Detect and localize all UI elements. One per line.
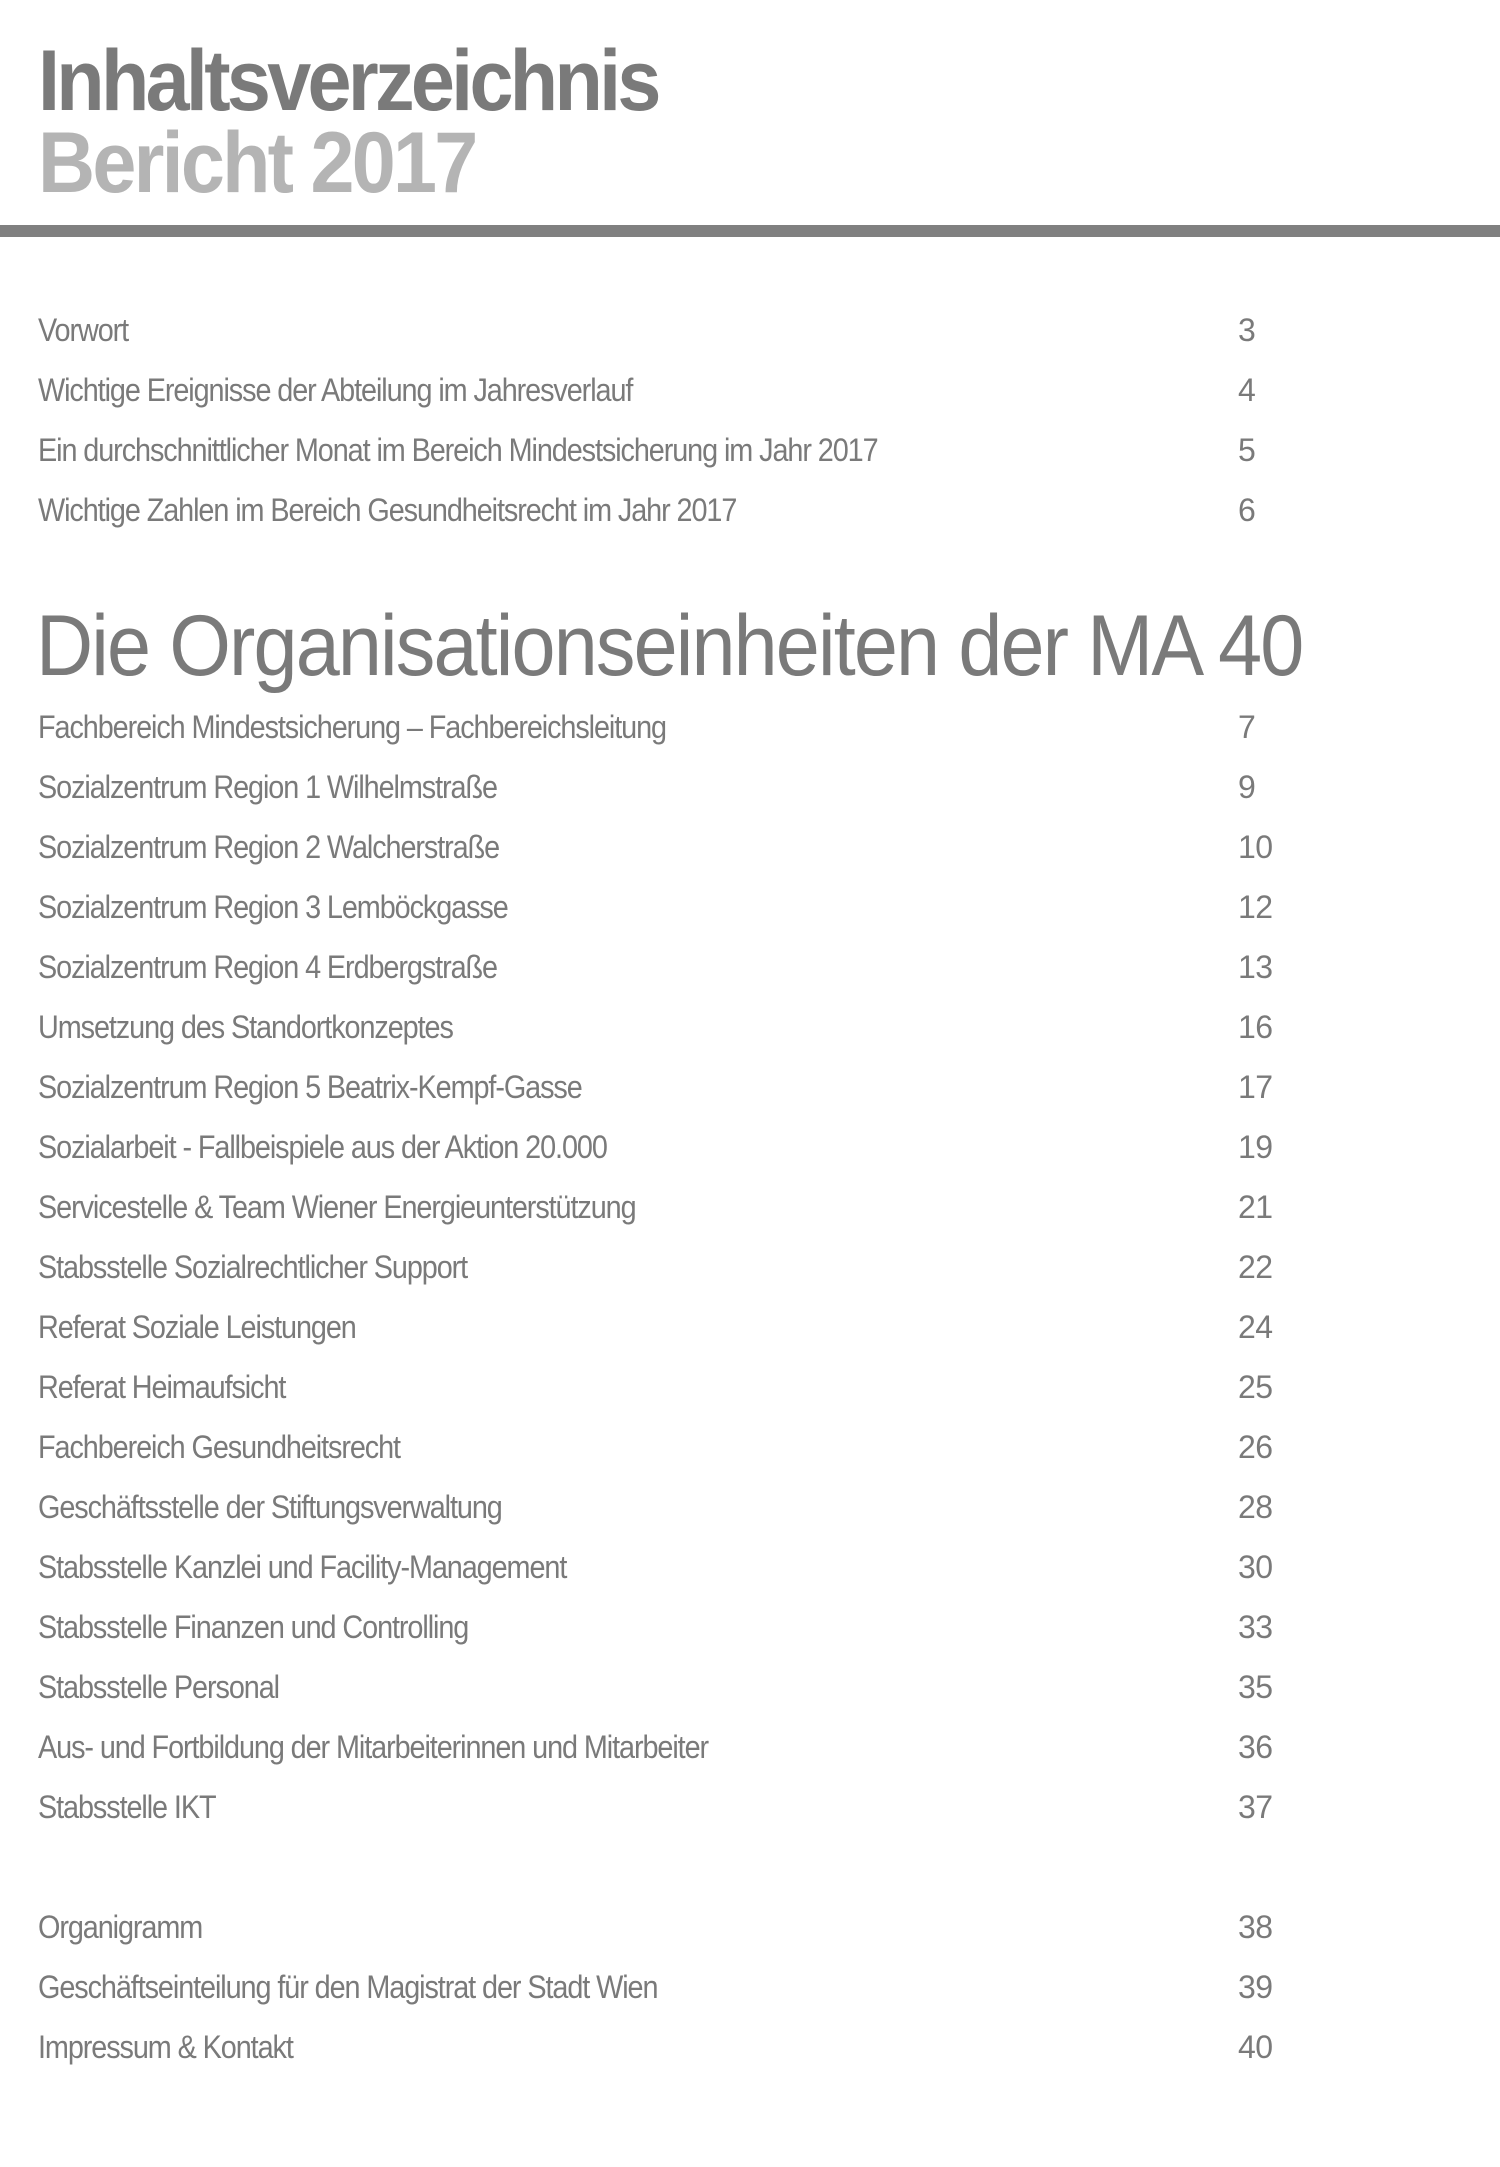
toc-entry-page: 16: [1238, 1009, 1273, 1045]
page-header: [38, 33, 1438, 211]
toc-entry-title: Sozialzentrum Region 5 Beatrix-Kempf-Gasse: [38, 1069, 582, 1105]
toc-entry-title: Geschäftsstelle der Stiftungsverwaltung: [38, 1489, 502, 1525]
toc-entry-page: 37: [1238, 1789, 1273, 1825]
toc-entry[interactable]: [38, 1967, 1278, 2007]
toc-entry[interactable]: [38, 2027, 1278, 2067]
toc-entry[interactable]: [38, 1667, 1278, 1707]
toc-entry[interactable]: [38, 1547, 1278, 1587]
toc-entry-page: 22: [1238, 1249, 1273, 1285]
toc-entry-title: Aus- und Fortbildung der Mitarbeiterinnen und Mitarbeiter: [38, 1729, 709, 1765]
toc-entry-title: Fachbereich Gesundheitsrecht: [38, 1429, 400, 1465]
toc-entry-title: Geschäftseinteilung für den Magistrat der Stadt Wien: [38, 1969, 658, 2005]
toc-entry-page: 24: [1238, 1309, 1273, 1345]
toc-entry-page: 26: [1238, 1429, 1273, 1465]
toc-entry-title: Sozialzentrum Region 1 Wilhelmstraße: [38, 769, 497, 805]
toc-entry[interactable]: [38, 1187, 1278, 1227]
toc-entry-title: Wichtige Zahlen im Bereich Gesundheitsrecht im Jahr 2017: [38, 492, 737, 528]
section-heading: Die Organisationseinheiten der MA 40: [36, 598, 1303, 694]
toc-entry[interactable]: [38, 1427, 1278, 1467]
toc-entry[interactable]: [38, 887, 1278, 927]
toc-entry[interactable]: [38, 490, 1278, 530]
toc-entry-title: Impressum & Kontakt: [38, 2029, 293, 2065]
toc-entry-title: Organigramm: [38, 1909, 203, 1945]
toc-entry-page: 13: [1238, 949, 1273, 985]
toc-entry[interactable]: [38, 947, 1278, 987]
toc-entry[interactable]: [38, 1907, 1278, 1947]
toc-entry-title: Stabsstelle Personal: [38, 1669, 279, 1705]
toc-entry[interactable]: [38, 1307, 1278, 1347]
header-divider: [0, 225, 1500, 237]
toc-entry[interactable]: [38, 430, 1278, 470]
toc-entry-page: 5: [1238, 432, 1256, 468]
toc-entry-title: Fachbereich Mindestsicherung – Fachbereichsleitung: [38, 709, 666, 745]
toc-entry-page: 30: [1238, 1549, 1273, 1585]
toc-entry-title: Servicestelle & Team Wiener Energieunterstützung: [38, 1189, 636, 1225]
toc-entry-page: 4: [1238, 372, 1256, 408]
toc-entry-title: Vorwort: [38, 312, 129, 348]
toc-entry-title: Wichtige Ereignisse der Abteilung im Jahresverlauf: [38, 372, 633, 408]
toc-entry-title: Sozialarbeit - Fallbeispiele aus der Aktion 20.000: [38, 1129, 607, 1165]
page-subtitle: Bericht 2017: [38, 115, 476, 211]
toc-entry-title: Sozialzentrum Region 2 Walcherstraße: [38, 829, 500, 865]
toc-entry-title: Stabsstelle Kanzlei und Facility-Management: [38, 1549, 567, 1585]
toc-entry-page: 17: [1238, 1069, 1273, 1105]
toc-entry[interactable]: [38, 1127, 1278, 1167]
toc-entry-page: 6: [1238, 492, 1256, 528]
toc-entry-page: 9: [1238, 769, 1256, 805]
toc-entry-title: Stabsstelle IKT: [38, 1789, 216, 1825]
toc-entry-page: 10: [1238, 829, 1273, 865]
toc-entry-page: 7: [1238, 709, 1256, 745]
toc-entry[interactable]: [38, 1367, 1278, 1407]
toc-entry[interactable]: [38, 707, 1278, 747]
toc-entry[interactable]: [38, 767, 1278, 807]
toc-entry[interactable]: [38, 1787, 1278, 1827]
toc-entry-page: 40: [1238, 2029, 1273, 2065]
toc-entry-title: Sozialzentrum Region 4 Erdbergstraße: [38, 949, 497, 985]
toc-entry-page: 25: [1238, 1369, 1273, 1405]
toc-entry[interactable]: [38, 1607, 1278, 1647]
toc-entry-title: Referat Soziale Leistungen: [38, 1309, 356, 1345]
toc-entry[interactable]: [38, 370, 1278, 410]
toc-entry-title: Stabsstelle Finanzen und Controlling: [38, 1609, 469, 1645]
toc-entry-page: 28: [1238, 1489, 1273, 1525]
toc-entry[interactable]: [38, 1727, 1278, 1767]
toc-entry-vorwort[interactable]: [38, 310, 1278, 350]
toc-entry-page: 19: [1238, 1129, 1273, 1165]
toc-entry-page: 35: [1238, 1669, 1273, 1705]
toc-entry[interactable]: [38, 1067, 1278, 1107]
toc-entry-page: 39: [1238, 1969, 1273, 2005]
toc-entry[interactable]: [38, 1487, 1278, 1527]
toc-entry-page: 36: [1238, 1729, 1273, 1765]
toc-entry-title: Ein durchschnittlicher Monat im Bereich Mindestsicherung im Jahr 2017: [38, 432, 878, 468]
toc-entry[interactable]: [38, 1007, 1278, 1047]
toc-entry[interactable]: [38, 1247, 1278, 1287]
toc-entry[interactable]: [38, 827, 1278, 867]
toc-entry-page: 3: [1238, 312, 1256, 348]
toc-entry-title: Stabsstelle Sozialrechtlicher Support: [38, 1249, 468, 1285]
toc-entry-title: Umsetzung des Standortkonzeptes: [38, 1009, 453, 1045]
toc-entry-page: 21: [1238, 1189, 1273, 1225]
toc-entry-title: Referat Heimaufsicht: [38, 1369, 286, 1405]
page-title: Inhaltsverzeichnis: [38, 33, 658, 129]
toc-entry-page: 33: [1238, 1609, 1273, 1645]
toc-entry-page: 12: [1238, 889, 1273, 925]
toc-entry-page: 38: [1238, 1909, 1273, 1945]
toc-entry-title: Sozialzentrum Region 3 Lemböckgasse: [38, 889, 508, 925]
